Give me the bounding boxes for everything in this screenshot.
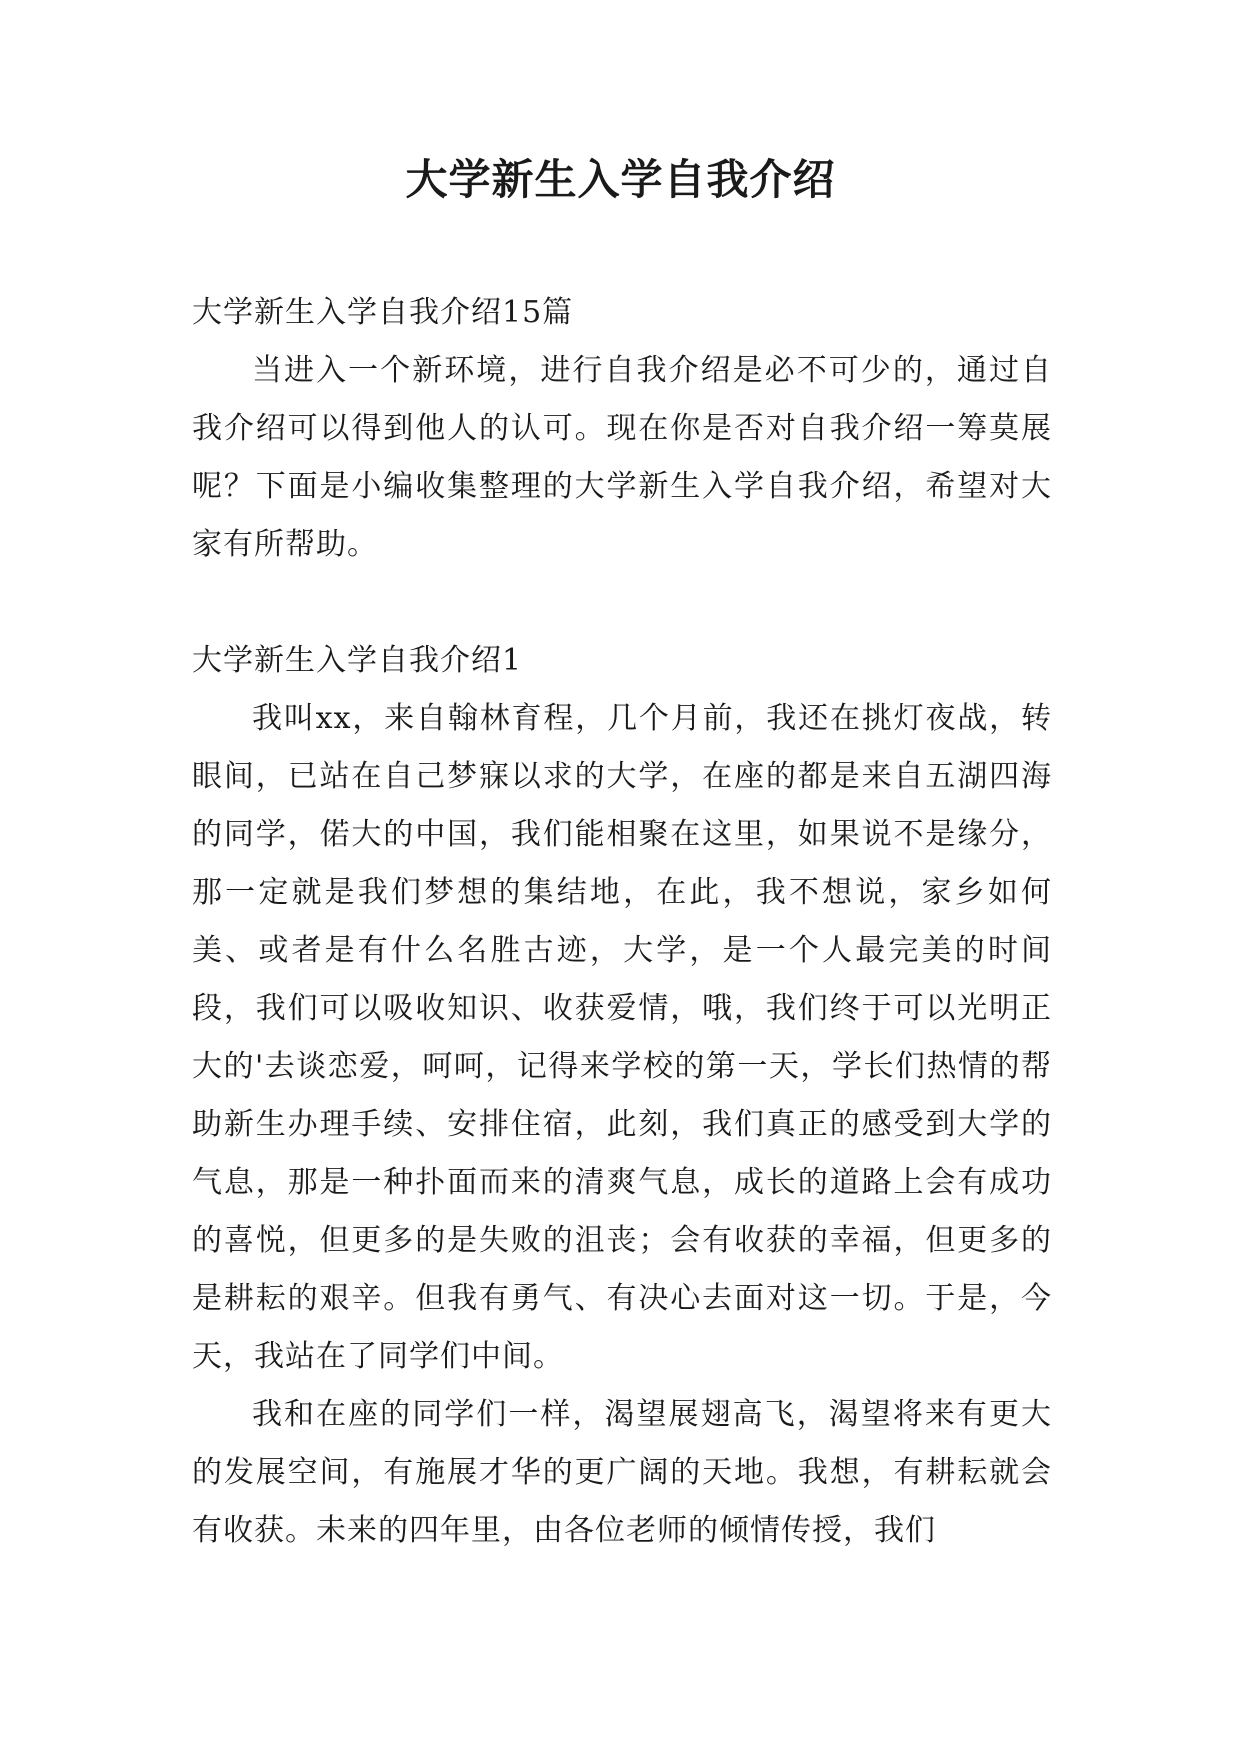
section-heading: 大学新生入学自我介绍1 — [192, 643, 523, 678]
document-body — [192, 284, 1052, 1560]
intro-paragraph: 当进入一个新环境，进行自我介绍是必不可少的，通过自我介绍可以得到他人的认可。现在你是否对自我介绍一筹莫展呢？下面是小编收集整理的大学新生入学自我介绍，希望对大家有所帮助。 — [192, 353, 1052, 562]
document-title: 大学新生入学自我介绍 — [405, 155, 836, 204]
section-paragraph-1: 我叫xx，来自翰林育程，几个月前，我还在挑灯夜战，转眼间，已站在自己梦寐以求的大学，在座的都是来自五湖四海的同学，偌大的中国，我们能相聚在这里，如果说不是缘分，那一定就是我们梦想的集结地，在此，我不想说，家乡如何美、或者是有什么名胜古迹，大学，是一个人最完美的时间段，我们可以吸收知识、收获爱情，哦，我们终于可以光明正大的'去谈恋爱，呵呵，记得来学校的第一天，学长们热情的帮助新生办理手续、安排住宿，此刻，我们真正的感受到大学的气息，那是一种扑面而来的清爽气息，成长的道路上会有成功的喜悦，但更多的是失败的沮丧；会有收获的幸福，但更多的是耕耘的艰辛。但我有勇气、有决心去面对这一切。于是，今天，我站在了同学们中间。 — [192, 701, 1052, 1374]
section-paragraph-2: 我和在座的同学们一样，渴望展翅高飞，渴望将来有更大的发展空间，有施展才华的更广阔的天地。我想，有耕耘就会有收获。未来的四年里，由各位老师的倾情传授，我们 — [192, 1397, 1052, 1548]
section-spacer — [192, 574, 1052, 632]
document-subtitle: 大学新生入学自我介绍15篇 — [192, 295, 574, 330]
